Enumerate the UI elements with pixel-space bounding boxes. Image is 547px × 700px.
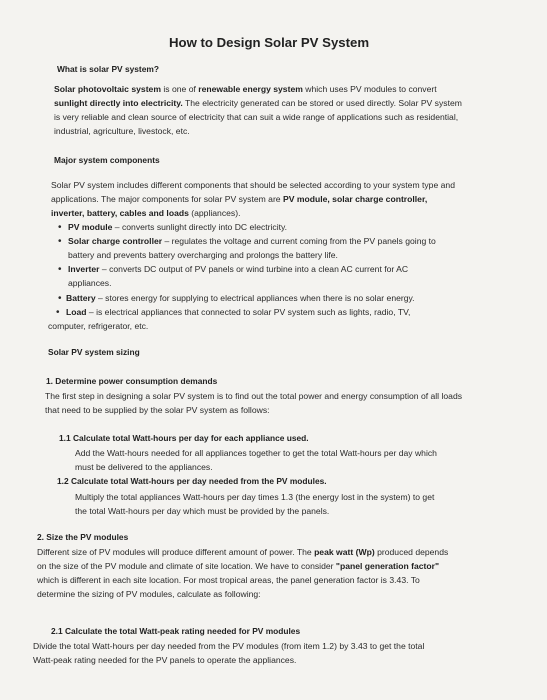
- bullet-icon: •: [56, 307, 60, 318]
- heading-step-1-2: 1.2 Calculate total Watt-hours per day needed from the PV modules.: [57, 476, 327, 486]
- list-item-battery: Battery – stores energy for supplying to electrical appliances when there is no solar energy.: [66, 293, 415, 303]
- bullet-icon: •: [58, 236, 62, 247]
- step-1-1-line-1: Add the Watt-hours needed for all appliances together to get the total Watt-hours per day which: [75, 448, 437, 458]
- heading-what-is-solar-pv: What is solar PV system?: [57, 64, 159, 74]
- heading-step-2-1: 2.1 Calculate the total Watt-peak rating needed for PV modules: [51, 626, 301, 636]
- page-title: How to Design Solar PV System: [169, 35, 370, 50]
- heading-step-1: 1. Determine power consumption demands: [46, 376, 218, 386]
- intro-line-4: industrial, agriculture, livestock, etc.: [54, 126, 190, 136]
- components-line-2: applications. The major components for solar PV system are PV module, solar charge controller,: [51, 194, 428, 204]
- intro-line-2: sunlight directly into electricity. The electricity generated can be stored or used directly. Solar PV system: [54, 98, 462, 108]
- components-line-1: Solar PV system includes different components that should be selected according to your system type and: [51, 180, 455, 190]
- list-item-load-cont: computer, refrigerator, etc.: [48, 321, 149, 331]
- step-1-2-line-2: the total Watt-hours per day which must be provided by the panels.: [75, 506, 330, 516]
- intro-line-1: Solar photovoltaic system is one of renewable energy system which uses PV modules to convert: [54, 84, 437, 94]
- heading-major-components: Major system components: [54, 155, 160, 165]
- step-1-line-2: that need to be supplied by the solar PV system as follows:: [45, 405, 270, 415]
- step-2-line-3: which is different in each site location. For most tropical areas, the panel generation factor is 3.43. To: [37, 575, 420, 585]
- list-item-charge-controller: Solar charge controller – regulates the voltage and current coming from the PV panels going to: [68, 236, 436, 246]
- heading-system-sizing: Solar PV system sizing: [48, 347, 140, 357]
- bullet-icon: •: [58, 222, 62, 233]
- list-item-charge-controller-cont: battery and prevents battery overcharging and prolongs the battery life.: [68, 250, 338, 260]
- step-2-1-line-1: Divide the total Watt-hours per day needed from the PV modules (from item 1.2) by 3.43 to get the total: [33, 641, 425, 651]
- step-1-1-line-2: must be delivered to the appliances.: [75, 462, 213, 472]
- heading-step-2: 2. Size the PV modules: [37, 532, 129, 542]
- list-item-pv-module: PV module – converts sunlight directly into DC electricity.: [68, 222, 288, 232]
- step-1-line-1: The first step in designing a solar PV system is to find out the total power and energy consumption of all loads: [45, 391, 463, 401]
- step-1-2-line-1: Multiply the total appliances Watt-hours per day times 1.3 (the energy lost in the system) to get: [75, 492, 435, 502]
- step-2-line-2: on the size of the PV module and climate of site location. We have to consider "panel generation factor": [37, 561, 440, 571]
- components-line-3: inverter, battery, cables and loads (appliances).: [51, 208, 241, 218]
- step-2-line-4: determine the sizing of PV modules, calculate as following:: [37, 589, 261, 599]
- step-2-1-line-2: Watt-peak rating needed for the PV panels to operate the appliances.: [33, 655, 297, 665]
- heading-step-1-1: 1.1 Calculate total Watt-hours per day for each appliance used.: [59, 433, 309, 443]
- intro-line-3: is very reliable and clean source of electricity that can suit a wide range of applications such as residential,: [54, 112, 459, 122]
- bullet-icon: •: [58, 264, 62, 275]
- list-item-inverter-cont: appliances.: [68, 278, 112, 288]
- list-item-load: Load – is electrical appliances that connected to solar PV system such as lights, radio, TV,: [66, 307, 411, 317]
- bullet-icon: •: [58, 293, 62, 304]
- list-item-inverter: Inverter – converts DC output of PV panels or wind turbine into a clean AC current for AC: [68, 264, 409, 274]
- step-2-line-1: Different size of PV modules will produce different amount of power. The peak watt (Wp) produced depends: [37, 547, 449, 557]
